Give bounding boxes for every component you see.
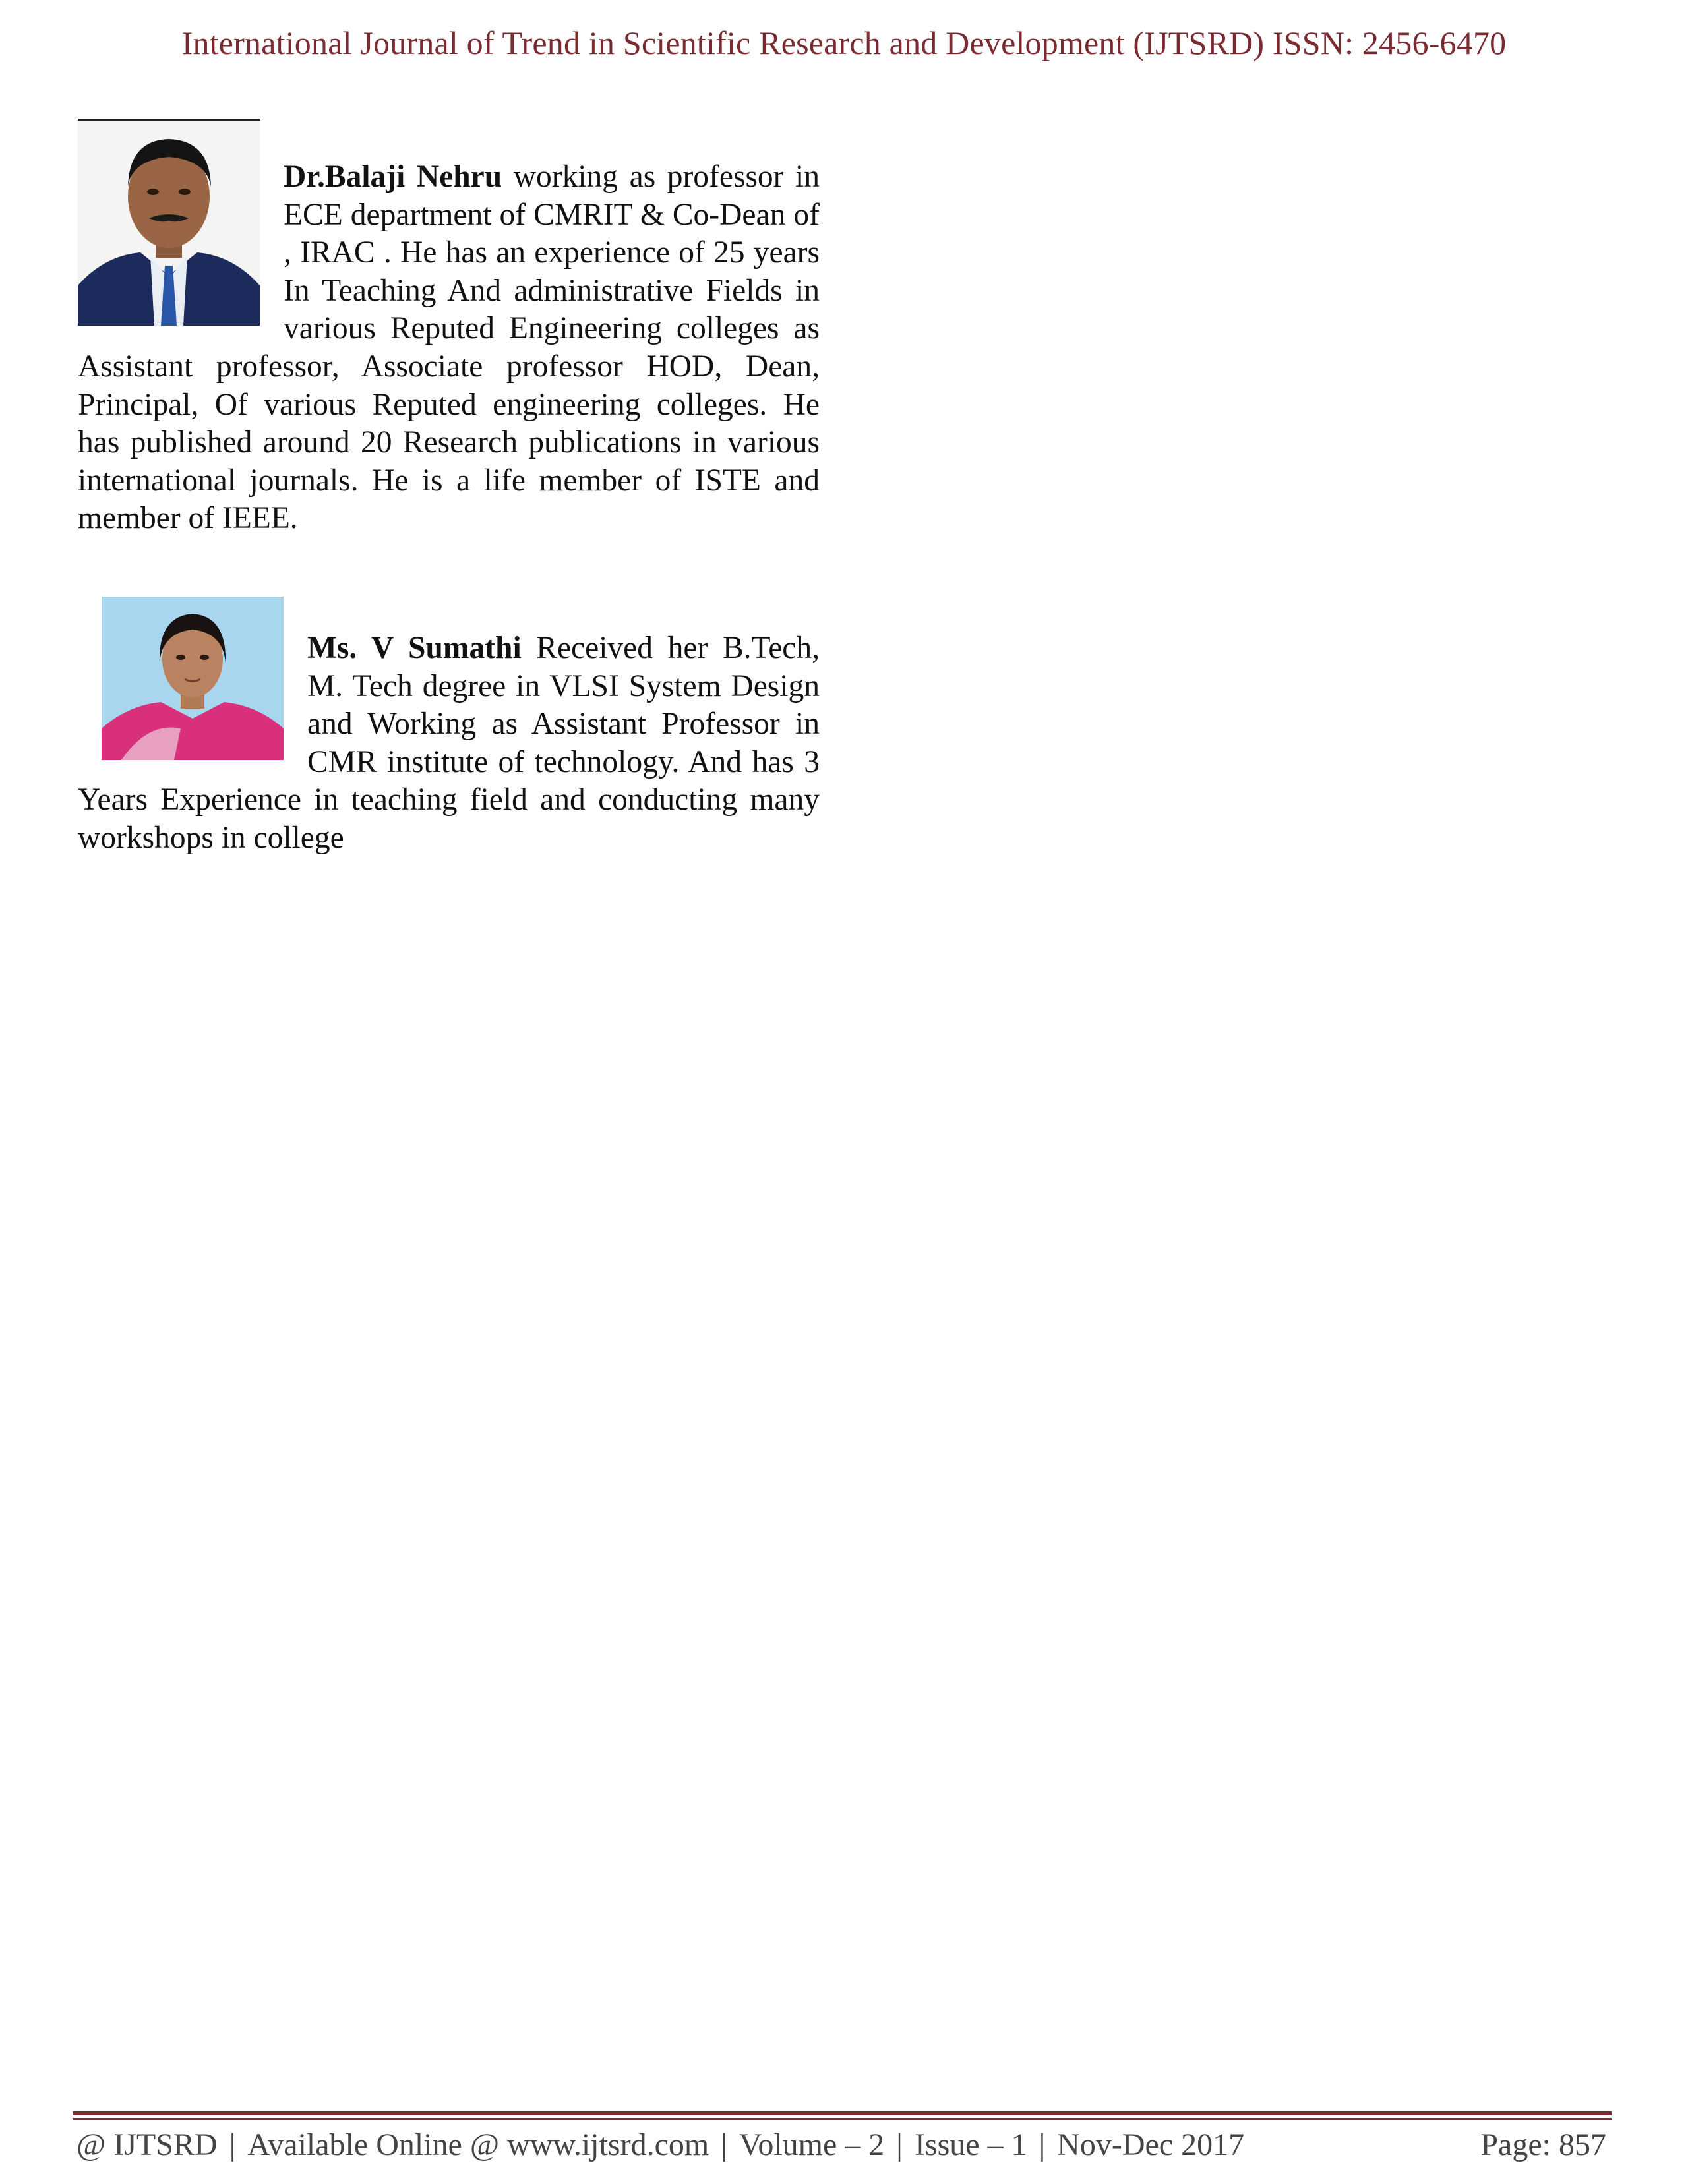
author-name-2: Ms. V Sumathi [307,631,522,665]
author-description-2: Received her B.Tech, M. Tech degree in VLSI System Design and Working as Assistant Professor in CMR institute of technology. And has 3 Years Experience in teaching field and conducting many workshops in college [78,631,820,855]
footer-separator: | [721,2127,727,2162]
running-header: International Journal of Trend in Scientific Research and Development (IJTSRD) ISSN: 2456-6470 [181,24,1507,61]
footer-date: Nov-Dec 2017 [1057,2127,1245,2162]
page-footer [76,2127,1606,2163]
author-bio-2 [78,597,820,858]
portrait-woman-icon [102,597,284,760]
footer-separator: | [229,2127,236,2162]
author-description-1: working as professor in ECE department of CMRIT & Co-Dean of , IRAC . He has an experience of 25 years In Teaching And administrative Fields in various Reputed Engineering colleges as Assistant professor, Associate professor HOD, Dean, Principal, Of various Reputed engineering colleges. He has published around 20 Research publications in various international journals. He is a life member of ISTE and member of IEEE. [78,160,820,536]
footer-separator: | [896,2127,903,2162]
footer-separator: | [1039,2127,1046,2162]
footer-source: @ IJTSRD [76,2127,218,2162]
footer-publication-info [76,2127,1244,2163]
author-photo-1 [78,119,260,326]
footer-rule-thin [73,2118,1612,2120]
footer-issue: Issue – 1 [914,2127,1027,2162]
footer-rule [73,2111,1612,2115]
footer-page-number: Page: 857 [1480,2127,1606,2162]
footer-volume: Volume – 2 [738,2127,885,2162]
author-name-1: Dr.Balaji Nehru [284,160,502,194]
author-bio-1 [78,119,820,538]
footer-availability: Available Online @ www.ijtsrd.com [247,2127,709,2162]
portrait-man-icon [78,121,260,326]
author-photo-2 [102,597,284,760]
